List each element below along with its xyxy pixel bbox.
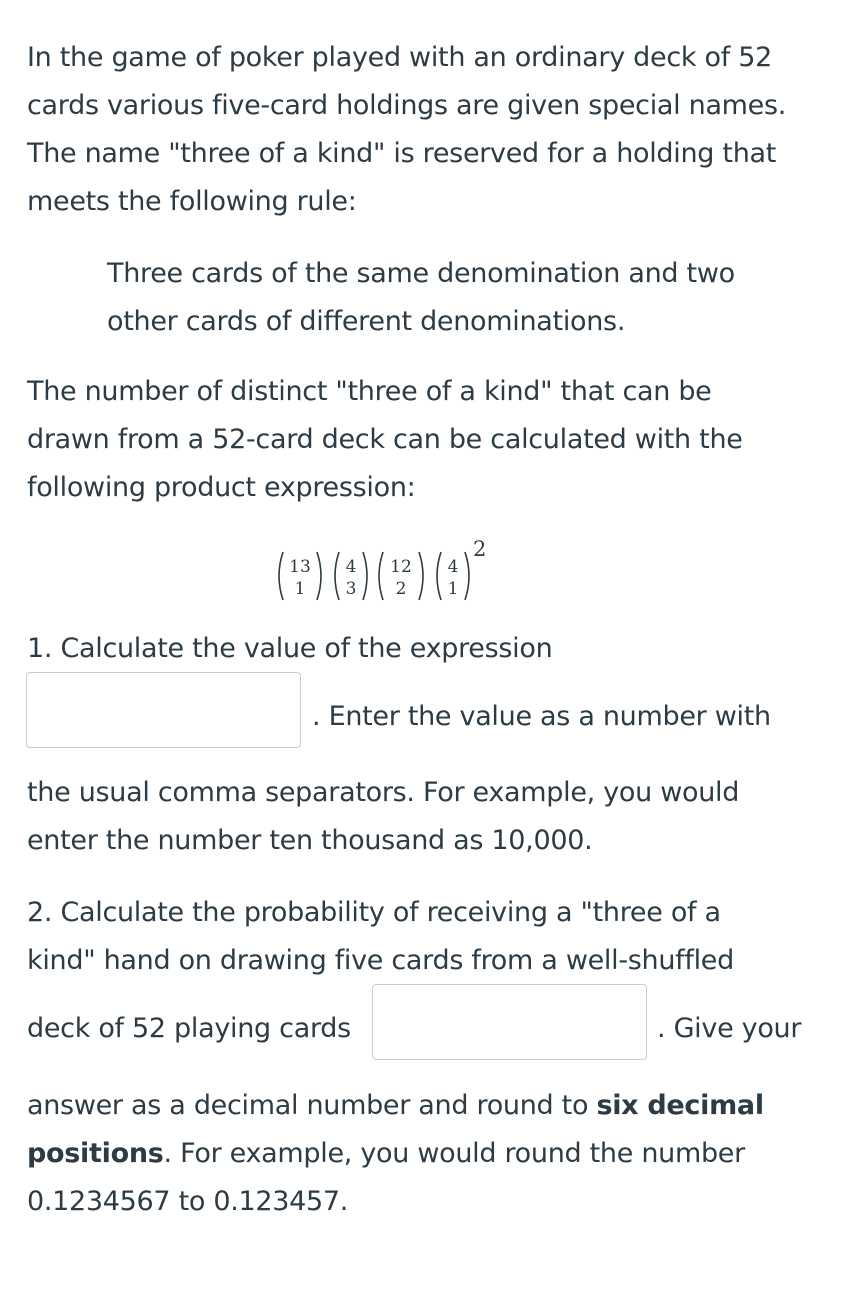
intro-line: In the game of poker played with an ordinary deck of 52 [27,42,772,73]
explanation-paragraph [27,368,827,512]
question2-line [27,1130,745,1178]
binomial-bottom: 2 [395,579,407,599]
question2-line: 2. Calculate the probability of receiving a "three of a [27,897,721,928]
intro-paragraph [27,34,827,226]
binomial-4-choose-3 [335,552,367,600]
binomial-top: 13 [289,557,311,577]
explanation-line: The number of distinct "three of a kind" that can be [27,376,712,407]
binomial-bottom: 1 [447,579,459,599]
intro-line: meets the following rule: [27,186,357,217]
question2-line [27,1082,764,1130]
binomial-bottom: 1 [294,579,306,599]
six-decimal-emphasis: six decimal [596,1090,764,1121]
binomial-top: 4 [447,557,459,577]
example-text: . For example, you would round the number [163,1138,745,1169]
binomial-13-choose-1 [279,552,321,600]
question1-after-box: . Enter the value as a number with [312,701,771,732]
explanation-line: drawn from a 52-card deck can be calculated with the [27,424,743,455]
probability-input[interactable] [373,985,646,1059]
binomial-4-choose-1 [437,552,469,600]
answer-box-2[interactable] [372,984,647,1060]
question-content [27,34,827,512]
question1-line: enter the number ten thousand as 10,000. [27,825,593,856]
question2-line: kind" hand on drawing five cards from a well-shuffled [27,945,734,976]
explanation-line: following product expression: [27,472,416,503]
rule-line: other cards of different denominations. [107,306,626,337]
rule-line: Three cards of the same denomination and two [107,258,735,289]
question2-before-box: deck of 52 playing cards [27,1013,351,1044]
question2-line: 0.1234567 to 0.123457. [27,1186,349,1217]
question1-line: the usual comma separators. For example, you would [27,777,740,808]
intro-line: The name "three of a kind" is reserved for a holding that [27,138,777,169]
binomial-12-choose-2 [379,552,423,600]
product-expression-formula [273,534,573,606]
question2-after-box: . Give your [657,1013,802,1044]
positions-emphasis: positions [27,1138,164,1169]
expression-value-input[interactable] [27,673,300,747]
exponent: 2 [473,537,487,561]
binomial-top: 12 [390,557,412,577]
binomial-top: 4 [345,557,357,577]
binomial-bottom: 3 [345,579,357,599]
answer-box-1[interactable] [26,672,301,748]
rounding-instruction-text: answer as a decimal number and round to [27,1090,597,1121]
question1-prompt: 1. Calculate the value of the expression [27,633,553,664]
rule-blockquote [107,250,787,346]
intro-line: cards various five-card holdings are given special names. [27,90,787,121]
